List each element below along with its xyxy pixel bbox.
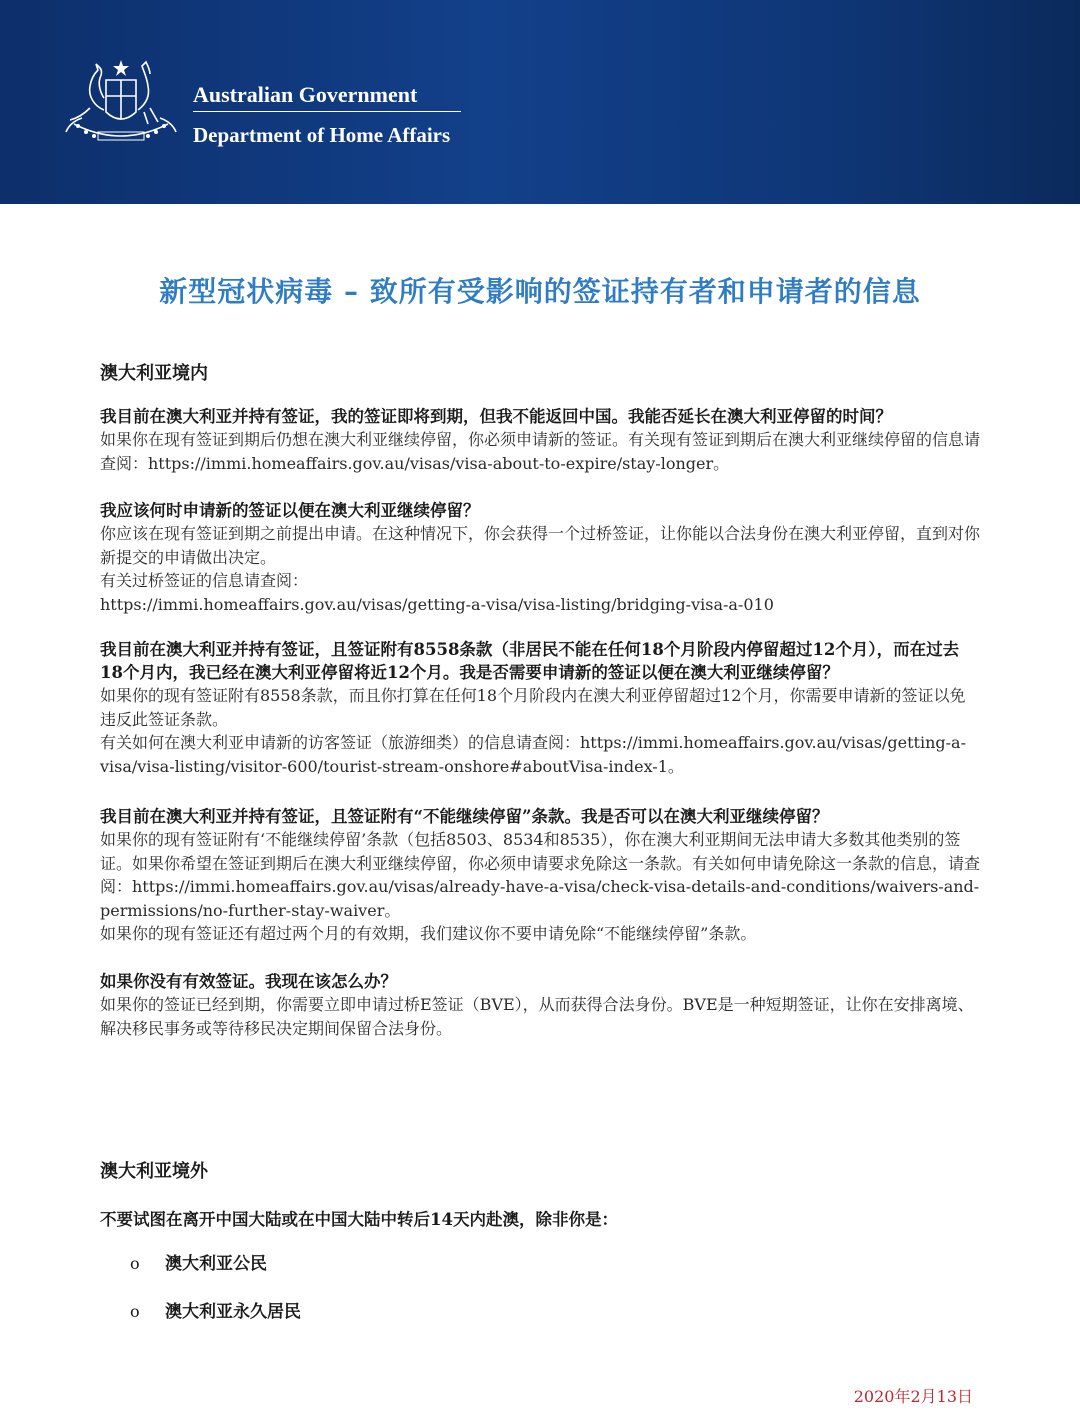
section-heading-outside: 澳大利亚境外 bbox=[100, 1161, 208, 1182]
link-text[interactable]: https://immi.homeaffairs.gov.au/visas/getting-a-visa/visa-listing/bridging-visa-a-010 bbox=[100, 594, 774, 614]
question: 我目前在澳大利亚并持有签证，且签证附有“不能继续停留”条款。我是否可以在澳大利亚继续停留？ bbox=[100, 807, 829, 826]
document-date: 2020年2月13日 bbox=[853, 1387, 973, 1406]
qa-1 bbox=[100, 405, 980, 475]
question: 如果你没有有效签证。我现在该怎么办？ bbox=[100, 972, 397, 991]
question: 我目前在澳大利亚并持有签证，我的签证即将到期，但我不能返回中国。我能否延长在澳大利亚停留的时间？ bbox=[100, 407, 892, 426]
bullet-icon: o bbox=[130, 1254, 140, 1273]
bullet-icon: o bbox=[130, 1302, 140, 1321]
answer-paragraph: 如果你的签证已经到期，你需要立即申请过桥E签证（BVE），从而获得合法身份。BVE是一种短期签证，让你在安排离境、解决移民事务或等待移民决定期间保留合法身份。 bbox=[100, 995, 974, 1038]
department-name: Department of Home Affairs bbox=[193, 123, 451, 147]
answer-paragraph: 你应该在现有签证到期之前提出申请。在这种情况下，你会获得一个过桥签证，让你能以合法身份在澳大利亚停留，直到对你新提交的申请做出决定。 bbox=[100, 524, 981, 567]
answer-paragraph: 如果你的现有签证附有8558条款，而且你打算在任何18个月阶段内在澳大利亚停留超过12个月，你需要申请新的签证以免违反此签证条款。 bbox=[100, 686, 966, 729]
qa-3 bbox=[100, 638, 980, 778]
inside-heading-wrap bbox=[100, 359, 980, 385]
answer-paragraph: 如果你在现有签证到期后仍想在澳大利亚继续停留，你必须申请新的签证。有关现有签证到期后在澳大利亚继续停留的信息请查阅：https://immi.homeaffairs.gov.au/visas/visa-about-to-expire/stay-longer。 bbox=[100, 430, 981, 473]
list-item-label: 澳大利亚公民 bbox=[165, 1254, 267, 1274]
header-banner bbox=[0, 0, 1080, 204]
qa-4 bbox=[100, 805, 980, 946]
outside-heading-wrap bbox=[100, 1157, 980, 1183]
list-item-label: 澳大利亚永久居民 bbox=[165, 1302, 301, 1322]
outside-lead: 不要试图在离开中国大陆或在中国大陆中转后14天内赴澳，除非你是： bbox=[100, 1210, 618, 1229]
header-divider bbox=[193, 111, 461, 112]
coat-of-arms-icon bbox=[54, 52, 188, 152]
government-name: Australian Government bbox=[193, 82, 418, 107]
qa-5 bbox=[100, 970, 980, 1040]
section-heading-inside: 澳大利亚境内 bbox=[100, 363, 208, 384]
list-item bbox=[130, 1249, 267, 1274]
qa-2 bbox=[100, 499, 980, 616]
question: 我目前在澳大利亚并持有签证，且签证附有8558条款（非居民不能在任何18个月阶段内停留超过12个月），而在过去18个月内，我已经在澳大利亚停留将近12个月。我是否需要申请新的签证以便在澳大利亚继续停留？ bbox=[100, 640, 960, 682]
list-item bbox=[130, 1297, 301, 1322]
outside-lead-wrap bbox=[100, 1206, 980, 1230]
answer-paragraph: 如果你的现有签证还有超过两个月的有效期，我们建议你不要申请免除“不能继续停留”条款。 bbox=[100, 924, 757, 943]
answer-paragraph: 有关如何在澳大利亚申请新的访客签证（旅游细类）的信息请查阅：https://immi.homeaffairs.gov.au/visas/getting-a-visa/visa-listing/visitor-600/tourist-stream-onshore#aboutVisa-index-1。 bbox=[100, 733, 966, 776]
answer-paragraph: 有关过桥签证的信息请查阅： bbox=[100, 571, 309, 590]
question: 我应该何时申请新的签证以便在澳大利亚继续停留？ bbox=[100, 501, 480, 520]
answer-paragraph: 如果你的现有签证附有‘不能继续停留’条款（包括8503、8534和8535），你在澳大利亚期间无法申请大多数其他类别的签证。如果你希望在签证到期后在澳大利亚继续停留，你必须申请要求免除这一条款。有关如何申请免除这一条款的信息，请查阅：https://immi.homeaffairs.gov.au/visas/already-have-a-visa/check-visa-details-and-conditions/waivers-and-permissions/no-further-stay-waiver。 bbox=[100, 830, 981, 920]
page-title: 新型冠状病毒 – 致所有受影响的签证持有者和申请者的信息 bbox=[159, 275, 921, 308]
